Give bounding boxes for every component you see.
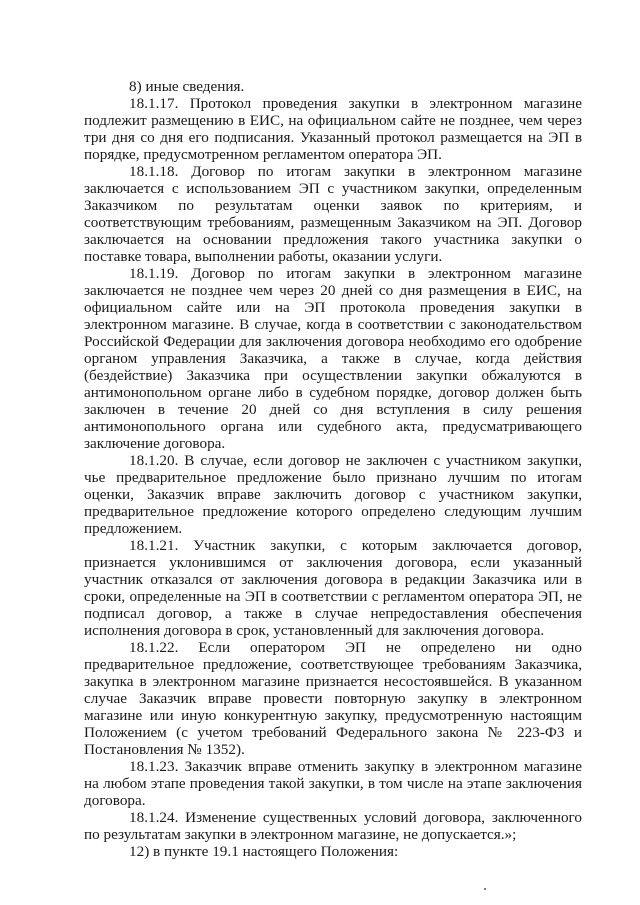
list-item-other-info: 8) иные сведения.: [129, 78, 245, 95]
clause-18-1-20: 18.1.20. В случае, если договор не заключен с участником закупки, чье предварительное предложение было признано лучшим по итогам оценки, Заказчик вправе заключить договор с участником закупки, предварительное предложение которого определено следующим лучшим предложением.: [84, 452, 582, 537]
clause-18-1-17: 18.1.17. Протокол проведения закупки в электронном магазине подлежит размещению в ЕИС, на официальном сайте не позднее, чем через три дня со дня его подписания. Указанный протокол размещается на ЭП в порядке, предусмотренном регламентом оператора ЭП.: [84, 95, 582, 163]
clause-18-1-23: 18.1.23. Заказчик вправе отменить закупку в электронном магазине на любом этапе проведения такой закупки, в том числе на этапе заключения договора.: [84, 758, 582, 809]
scan-speck: [484, 888, 486, 890]
clause-18-1-21: 18.1.21. Участник закупки, с которым заключается договор, признается уклонившимся от заключения договора, если указанный участник отказался от заключения договора в редакции Заказчика или в сроки, определенные на ЭП в соответствии с регламентом оператора ЭП, не подписал договор, а также в случае непредоставления обеспечения исполнения договора в срок, установленный для заключения договора.: [84, 537, 582, 639]
clause-18-1-24: 18.1.24. Изменение существенных условий договора, заключенного по результатам закупки в электронном магазине, не допускается.»;: [84, 809, 582, 843]
clause-18-1-19: 18.1.19. Договор по итогам закупки в электронном магазине заключается не позднее чем через 20 дней со дня размещения в ЕИС, на официальном сайте или на ЭП протокола проведения закупки в электронном магазине. В случае, когда в соответствии с законодательством Российской Федерации для заключения договора необходимо его одобрение органом управления Заказчика, а также в случае, когда действия (бездействие) Заказчика при осуществлении закупки обжалуются в антимонопольном органе либо в судебном порядке, договор должен быть заключен в течение 20 дней со дня вступления в силу решения антимонопольного органа или судебного акта, предусматривающего заключение договора.: [84, 265, 582, 452]
clause-18-1-22: 18.1.22. Если оператором ЭП не определено ни одно предварительное предложение, соответствующее требованиям Заказчика, закупка в электронном магазине признается несостоявшейся. В указанном случае Заказчик вправе провести повторную закупку в электронном магазине или иную конкурентную закупку, предусмотренную настоящим Положением (с учетом требований Федерального закона № 223-ФЗ и Постановления № 1352).: [84, 639, 582, 758]
document-body: [84, 78, 582, 860]
clause-18-1-18: 18.1.18. Договор по итогам закупки в электронном магазине заключается с использованием ЭП с участником закупки, определенным Заказчиком по результатам оценки заявок по критериям, и соответствующим требованиям, размещенным Заказчиком на ЭП. Договор заключается на основании предложения такого участника закупки о поставке товара, выполнении работы, оказании услуги.: [84, 163, 582, 265]
item-12-clause-19-1: 12) в пункте 19.1 настоящего Положения:: [129, 843, 399, 860]
